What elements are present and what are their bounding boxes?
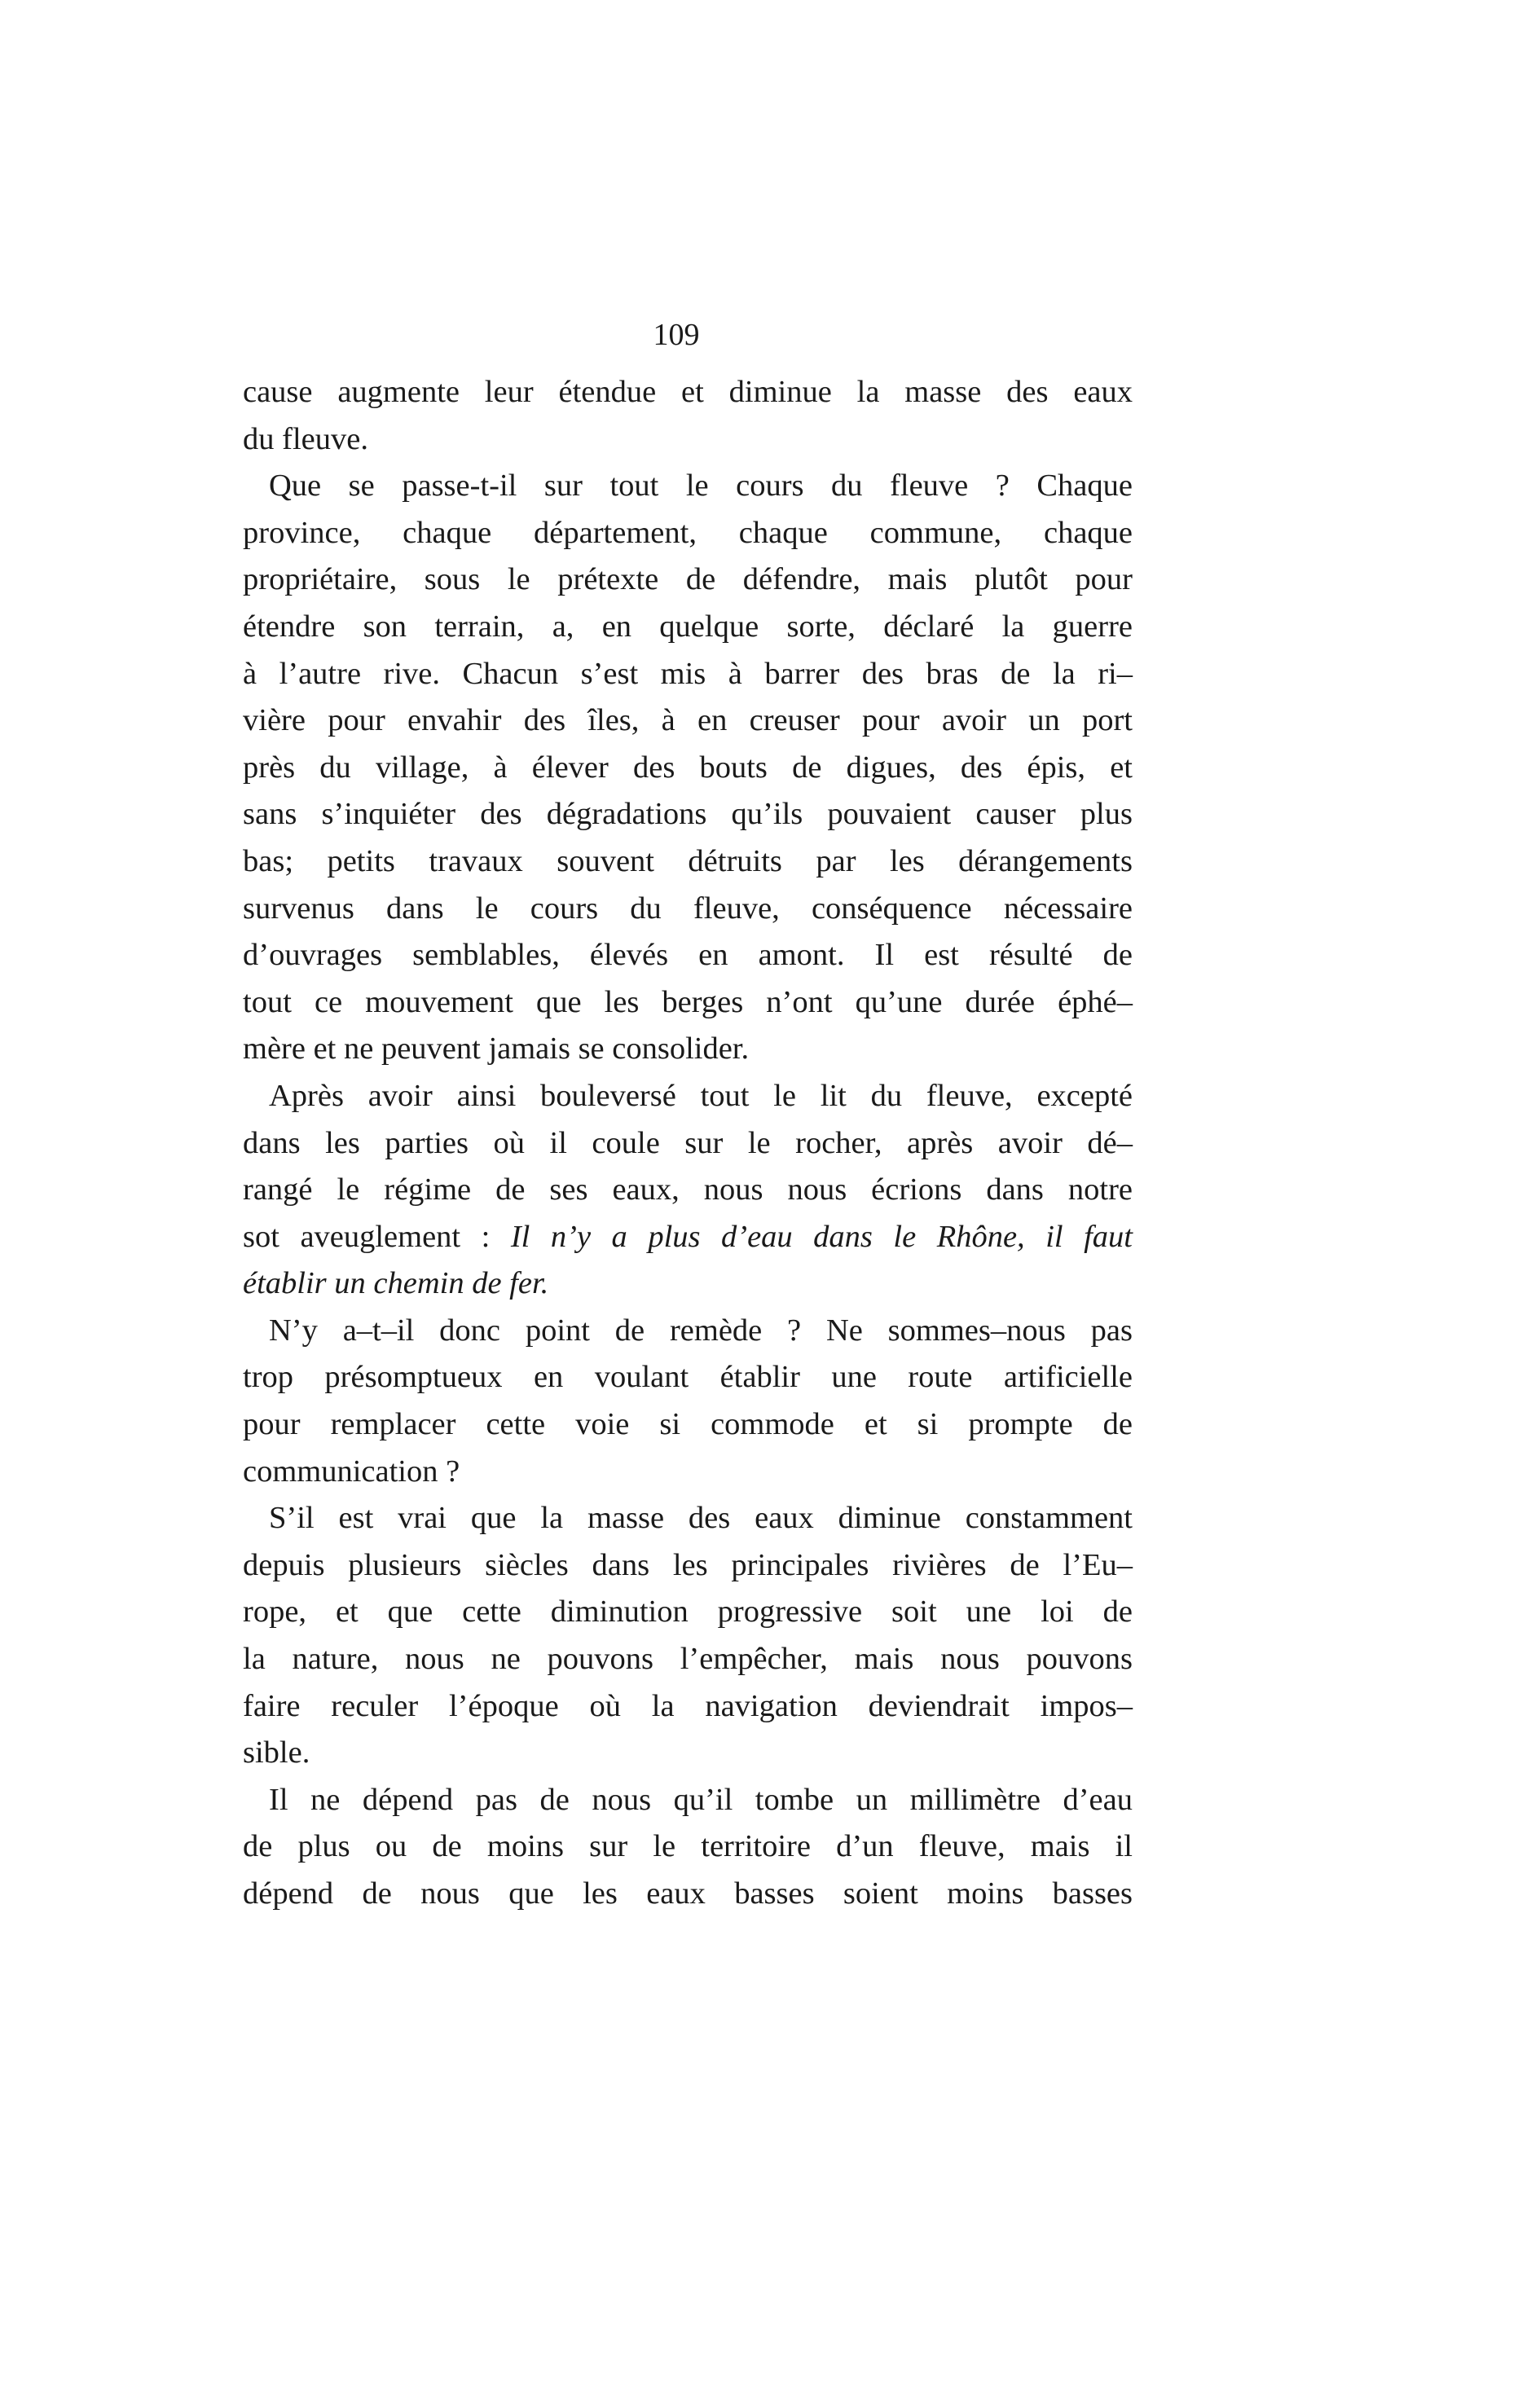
text-line (243, 1777, 1133, 1824)
text-line (243, 1683, 1133, 1731)
text-line (243, 463, 1133, 510)
text-line (243, 1214, 1133, 1261)
text-line-roman: trop présomptueux en voulant établir une route artificielle (243, 1360, 1133, 1395)
text-line-italic: Il n’y a plus d’eau dans le Rhône, il faut (510, 1219, 1133, 1254)
text-line (243, 604, 1133, 651)
text-line-roman: communication ? (243, 1454, 460, 1489)
text-line (243, 979, 1133, 1027)
text-line (243, 416, 1133, 464)
text-line (243, 1120, 1133, 1168)
text-line (243, 1260, 1133, 1308)
text-line-roman: bas; petits travaux souvent détruits par les dérangements (243, 843, 1133, 878)
text-line-roman: étendre son terrain, a, en quelque sorte, déclaré la guerre (243, 609, 1133, 644)
text-line-roman: N’y a–t–il donc point de remède ? Ne sommes–nous pas (269, 1313, 1133, 1348)
text-line-roman: propriétaire, sous le prétexte de défendre, mais plutôt pour (243, 562, 1133, 597)
text-line-roman: près du village, à élever des bouts de digues, des épis, et (243, 750, 1133, 785)
text-line (243, 1823, 1133, 1871)
text-line (243, 1871, 1133, 1918)
text-line (243, 838, 1133, 886)
page-number: 109 (653, 318, 700, 352)
text-line-roman: Il ne dépend pas de nous qu’il tombe un millimètre d’eau (269, 1782, 1133, 1817)
text-line (243, 932, 1133, 979)
text-line (243, 791, 1133, 838)
text-line-roman: vière pour envahir des îles, à en creuser pour avoir un port (243, 703, 1133, 738)
text-line (243, 1589, 1133, 1636)
text-line (243, 1542, 1133, 1590)
text-line-roman: province, chaque département, chaque commune, chaque (243, 515, 1133, 550)
text-line-italic: établir un chemin de fer. (243, 1266, 549, 1301)
text-line-roman: Après avoir ainsi bouleversé tout le lit du fleuve, excepté (269, 1078, 1133, 1113)
text-line (243, 1636, 1133, 1683)
text-line (243, 510, 1133, 557)
text-line (243, 1308, 1133, 1355)
text-line (243, 369, 1133, 416)
text-line (243, 651, 1133, 698)
text-line-roman: de plus ou de moins sur le territoire d’un fleuve, mais il (243, 1829, 1133, 1864)
text-line (243, 1449, 1133, 1496)
text-line-roman: à l’autre rive. Chacun s’est mis à barrer des bras de la ri– (243, 656, 1133, 691)
text-line-roman: la nature, nous ne pouvons l’empêcher, mais nous pouvons (243, 1642, 1133, 1677)
text-line-roman: sot aveuglement : (243, 1219, 511, 1254)
text-line-roman: tout ce mouvement que les berges n’ont qu’une durée éphé– (243, 984, 1133, 1019)
text-line-roman: cause augmente leur étendue et diminue la masse des eaux (243, 375, 1133, 409)
text-line-roman: Que se passe-t-il sur tout le cours du fleuve ? Chaque (269, 468, 1133, 504)
text-line (243, 1073, 1133, 1120)
text-line-roman: dépend de nous que les eaux basses soient moins basses (243, 1876, 1133, 1911)
text-line (243, 556, 1133, 604)
text-line (243, 697, 1133, 745)
text-line-roman: dans les parties où il coule sur le rocher, après avoir dé– (243, 1125, 1133, 1160)
text-line (243, 886, 1133, 933)
text-line (243, 745, 1133, 792)
text-line (243, 1354, 1133, 1401)
text-line-roman: rope, et que cette diminution progressive soit une loi de (243, 1594, 1133, 1630)
text-line (243, 1167, 1133, 1214)
text-line (243, 1730, 1133, 1777)
body-text (243, 369, 1133, 1918)
text-line (243, 1401, 1133, 1449)
text-line-roman: du fleuve. (243, 421, 368, 456)
text-line-roman: survenus dans le cours du fleuve, conséquence nécessaire (243, 891, 1133, 926)
text-line (243, 1026, 1133, 1073)
text-line-roman: pour remplacer cette voie si commode et si prompte de (243, 1407, 1133, 1442)
text-line-roman: rangé le régime de ses eaux, nous nous écrions dans notre (243, 1172, 1133, 1207)
text-line-roman: sible. (243, 1735, 310, 1770)
text-line-roman: mère et ne peuvent jamais se consolider. (243, 1031, 750, 1067)
text-line-roman: sans s’inquiéter des dégradations qu’ils pouvaient causer plus (243, 797, 1133, 832)
text-line (243, 1495, 1133, 1542)
text-line-roman: faire reculer l’époque où la navigation deviendrait impos– (243, 1688, 1133, 1723)
text-line-roman: depuis plusieurs siècles dans les principales rivières de l’Eu– (243, 1547, 1133, 1582)
text-line-roman: d’ouvrages semblables, élevés en amont. Il est résulté de (243, 938, 1133, 973)
text-line-roman: S’il est vrai que la masse des eaux diminue constamment (269, 1501, 1133, 1536)
